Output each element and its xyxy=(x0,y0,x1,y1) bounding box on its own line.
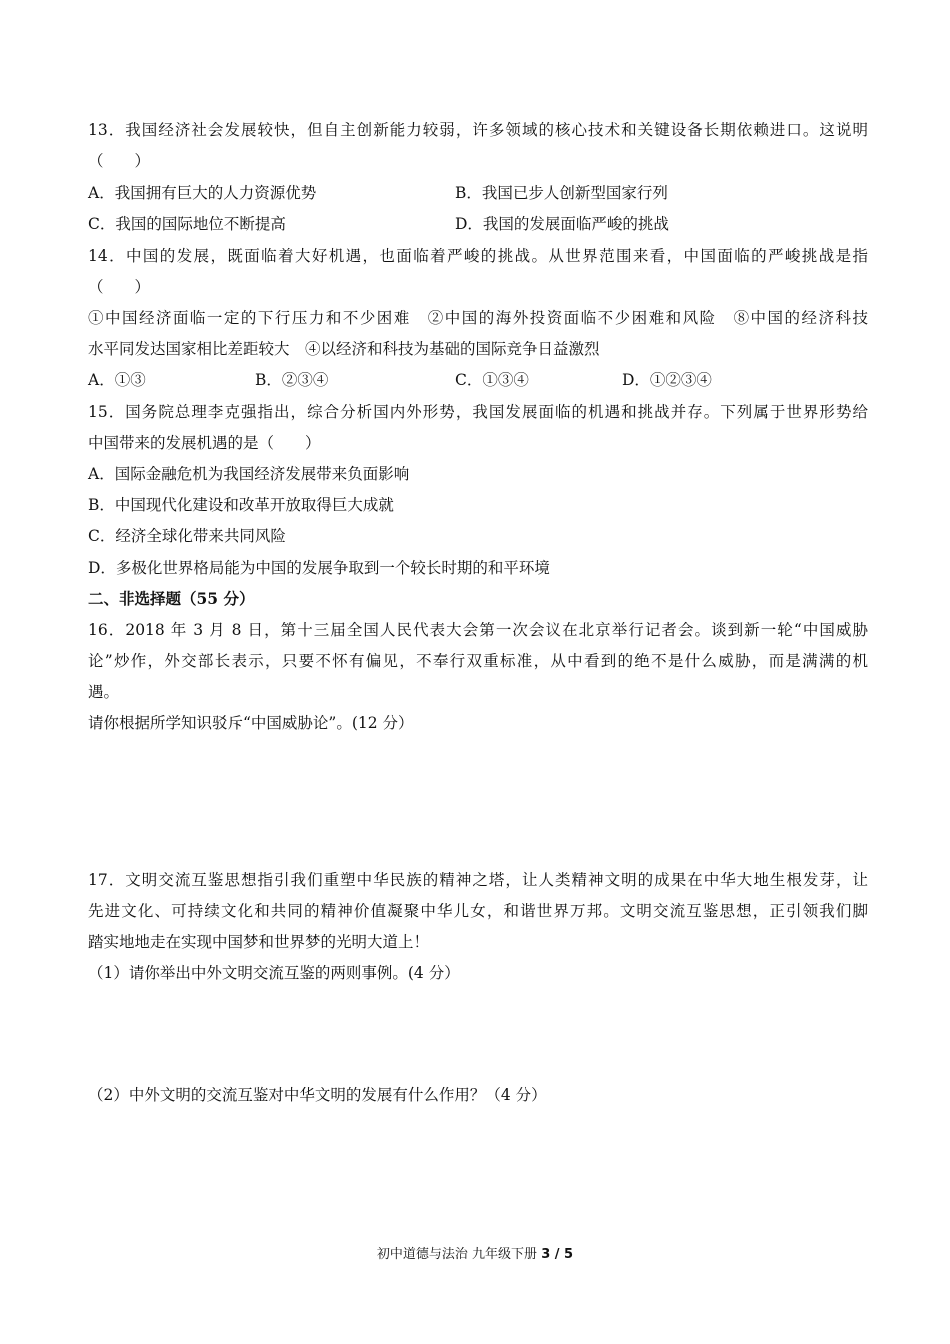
q14-option-d: D．①②③④ xyxy=(622,371,712,389)
q14-items-line1: ①中国经济面临一定的下行压力和不少困难 ②中国的海外投资面临不少困难和风险 ⑧中国的经济科技 xyxy=(88,309,868,327)
q15-option-d: D．多极化世界格局能为中国的发展争取到一个较长时期的和平环境 xyxy=(88,559,550,577)
q14-option-c: C．①③④ xyxy=(455,371,529,389)
q13-option-a: A．我国拥有巨大的人力资源优势 xyxy=(88,184,317,202)
q13-option-d: D．我国的发展面临严峻的挑战 xyxy=(455,215,669,233)
q14-option-b: B．②③④ xyxy=(255,371,329,389)
q14-option-a: A．①③ xyxy=(88,371,146,389)
q15-option-c: C．经济全球化带来共同风险 xyxy=(88,527,286,545)
q13-answer-blank: （ ） xyxy=(88,152,151,170)
q16-text-line3: 遇。 xyxy=(88,683,120,701)
footer-subject: 初中道德与法治 九年级下册 xyxy=(376,1247,542,1262)
q14-answer-blank: （ ） xyxy=(88,278,151,296)
q13-stem-line1: 13．我国经济社会发展较快，但自主创新能力较弱，许多领域的核心技术和关键设备长期依赖进口。这说明 xyxy=(88,121,868,139)
q16-task: 请你根据所学知识驳斥“中国威胁论”。(12 分） xyxy=(88,714,414,732)
q17-text-line3: 踏实地地走在实现中国梦和世界梦的光明大道上！ xyxy=(88,933,430,951)
footer-page-number: 3 / 5 xyxy=(541,1247,574,1262)
q16-text-line2: 论”炒作，外交部长表示，只要不怀有偏见，不奉行双重标准，从中看到的绝不是什么威胁，而是满满的机 xyxy=(88,652,868,670)
q14-items-line2: 水平同发达国家相比差距较大 ④以经济和科技为基础的国际竞争日益激烈 xyxy=(88,340,600,358)
q13-option-b: B．我国已步人创新型国家行列 xyxy=(455,184,668,202)
q13-option-c: C．我国的国际地位不断提高 xyxy=(88,215,286,233)
q16-text-line1: 16．2018 年 3 月 8 日，第十三届全国人民代表大会第一次会议在北京举行记者会。谈到新一轮“中国威胁 xyxy=(88,621,868,639)
section-heading-non-choice: 二、非选择题（55 分） xyxy=(88,589,255,608)
q17-text-line1: 17．文明交流互鉴思想指引我们重塑中华民族的精神之塔，让人类精神文明的成果在中华大地生根发芽，让 xyxy=(88,871,868,889)
q15-stem-line1: 15．国务院总理李克强指出，综合分析国内外形势，我国发展面临的机遇和挑战并存。下列属于世界形势给 xyxy=(88,403,868,421)
q17-subquestion-1: （1）请你举出中外文明交流互鉴的两则事例。(4 分） xyxy=(88,964,460,982)
q14-stem-line1: 14．中国的发展，既面临着大好机遇，也面临着严峻的挑战。从世界范围来看，中国面临的严峻挑战是指 xyxy=(88,247,868,265)
q15-option-b: B．中国现代化建设和改革开放取得巨大成就 xyxy=(88,496,394,514)
q15-option-a: A．国际金融危机为我国经济发展带来负面影响 xyxy=(88,465,410,483)
q15-stem-line2: 中国带来的发展机遇的是（ ） xyxy=(88,434,321,452)
q17-text-line2: 先进文化、可持续文化和共同的精神价值凝聚中华儿女，和谐世界万邦。文明交流互鉴思想，正引领我们脚 xyxy=(88,902,868,920)
q17-subquestion-2: （2）中外文明的交流互鉴对中华文明的发展有什么作用？（4 分） xyxy=(88,1086,547,1104)
page-footer xyxy=(0,1243,950,1262)
